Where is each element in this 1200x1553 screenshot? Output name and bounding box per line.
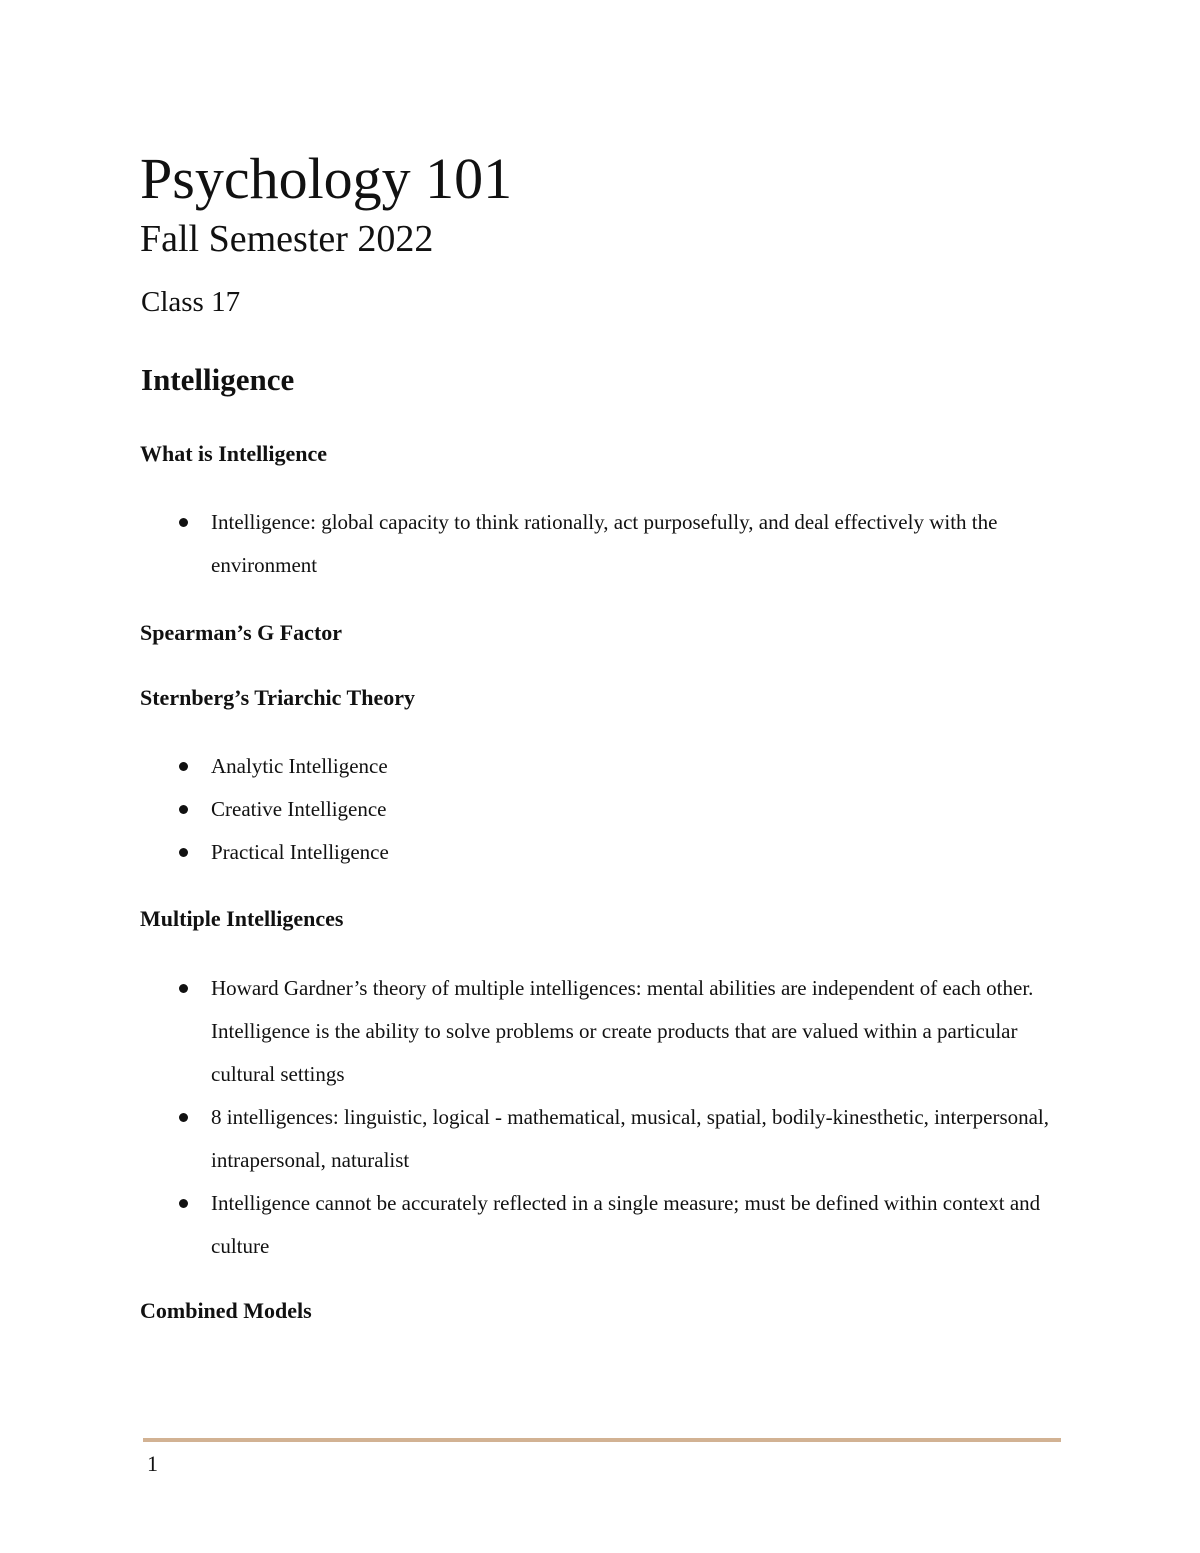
bullet-icon <box>179 848 188 857</box>
bullet-icon <box>179 1113 188 1122</box>
page-number: 1 <box>147 1451 158 1476</box>
list-item <box>0 788 1071 831</box>
subheading-spearmans-g-factor: Spearman’s G Factor <box>140 620 343 645</box>
list-item <box>0 745 1071 788</box>
bullet-icon <box>179 518 188 527</box>
bullet-list-triarchic-theory <box>0 745 1200 874</box>
class-label: Class 17 <box>141 286 241 318</box>
list-item <box>0 831 1071 874</box>
bullet-icon <box>179 762 188 771</box>
list-item-text: Howard Gardner’s theory of multiple intelligences: mental abilities are independent of each other. Intelligence is the ability to solve problems or create products that are valued within a particular cultural settings <box>211 976 1034 1086</box>
bullet-icon <box>179 805 188 814</box>
list-item-text: Intelligence: global capacity to think rationally, act purposefully, and deal effectively with the environment <box>211 510 998 577</box>
list-item-text: Practical Intelligence <box>211 840 389 864</box>
document-title: Psychology 101 <box>140 146 513 211</box>
bullet-list-what-is-intelligence <box>0 501 1200 587</box>
list-item-text: Intelligence cannot be accurately reflected in a single measure; must be defined within context and culture <box>211 1191 1041 1258</box>
list-item-text: 8 intelligences: linguistic, logical - mathematical, musical, spatial, bodily-kinesthetic, interpersonal, intrapersonal, naturalist <box>211 1105 1050 1172</box>
bullet-icon <box>179 984 188 993</box>
document-subtitle: Fall Semester 2022 <box>140 218 434 260</box>
list-item-text: Creative Intelligence <box>211 797 387 821</box>
list-item <box>0 1182 1071 1268</box>
list-item <box>0 967 1071 1096</box>
list-item-text: Analytic Intelligence <box>211 754 388 778</box>
subheading-what-is-intelligence: What is Intelligence <box>140 441 327 466</box>
subheading-sternbergs-triarchic-theory: Sternberg’s Triarchic Theory <box>140 685 415 710</box>
bullet-icon <box>179 1199 188 1208</box>
list-item <box>0 501 1071 587</box>
footer-divider <box>143 1438 1061 1442</box>
bullet-list-multiple-intelligences <box>0 967 1200 1268</box>
section-heading-intelligence: Intelligence <box>141 362 295 397</box>
subheading-combined-models: Combined Models <box>140 1298 312 1323</box>
list-item <box>0 1096 1071 1182</box>
subheading-multiple-intelligences: Multiple Intelligences <box>140 906 344 931</box>
